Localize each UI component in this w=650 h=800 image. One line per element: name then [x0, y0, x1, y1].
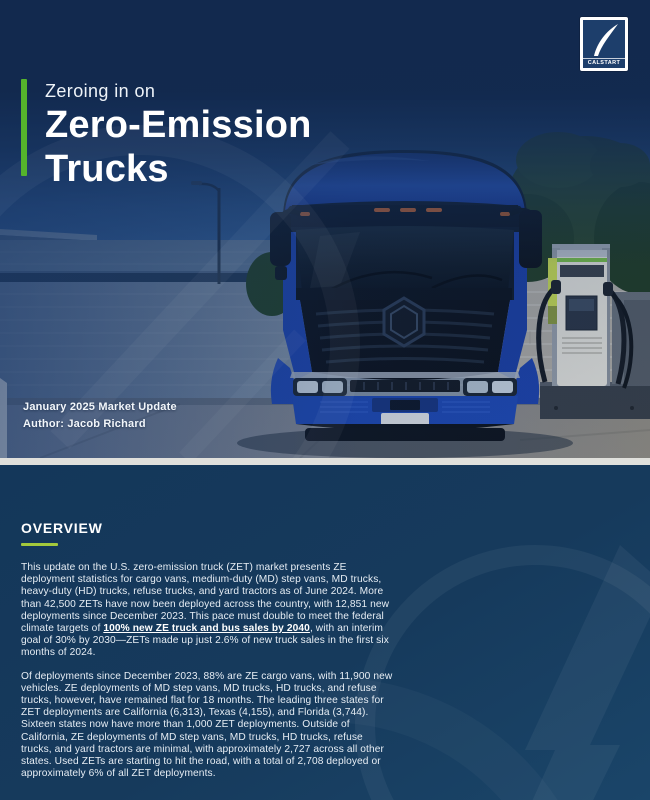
overview-heading: OVERVIEW: [21, 520, 103, 536]
hero-title-block: [21, 79, 312, 190]
calstart-swoosh-icon: [586, 22, 622, 58]
calstart-logo-text: CALSTART: [583, 58, 625, 67]
hero-title-line2: Trucks: [45, 148, 169, 190]
overview-section: [0, 465, 650, 800]
overview-paragraph-2: Of deployments since December 2023, 88% are ZE cargo vans, with 11,900 new vehicles. ZE deployments of MD step vans, MD trucks, HD trucks, and refuse trucks, however, have remained flat for 18 months. The leading three states for ZET deployments are California (6,313), Texas (4,155), and Florida (3,744). Sixteen states now have more than 1,000 ZET deployments. Outside of California, ZE deployments of MD step vans, MD trucks, HD trucks, refuse trucks, and yard tractors are minimal, with approximately 2,727 across all other states. Used ZETs are starting to hit the road, with a total of 2,708 deployed or approximately 6% of all ZET deployments.: [21, 670, 393, 780]
overview-body: [21, 562, 393, 780]
hero-kicker: Zeroing in on: [45, 81, 156, 101]
paragraph1-text-before: This update on the U.S. zero-emission truck (ZET) market presents ZE deployment statistics for cargo vans, medium-duty (MD) step vans, MD trucks, heavy-duty (HD) trucks, refuse trucks, and yard tractors as of June 2024. More than 42,500 ZETs have now been deployed across the country, with 12,851 new deployments since December 2023. This pace must double to meet the federal climate targets of: [21, 562, 390, 635]
ze-sales-target-link[interactable]: 100% new ZE truck and bus sales by 2040: [103, 623, 310, 635]
overview-heading-underline: [21, 543, 58, 546]
market-update-date: January 2025 Market Update: [23, 401, 177, 413]
overview-paragraph-1: [21, 562, 393, 660]
author-line: Author: Jacob Richard: [23, 418, 146, 430]
section-divider: [0, 458, 650, 465]
calstart-logo: [580, 17, 628, 71]
hero-meta: [23, 399, 177, 433]
paragraph1-text-after: , with an interim goal of 30% by 2030—ZETs made up just 2.6% of new truck sales in the first six months of 2024.: [21, 623, 389, 659]
green-accent-bar: [21, 79, 27, 176]
hero-title-line1: Zero-Emission: [45, 104, 312, 146]
